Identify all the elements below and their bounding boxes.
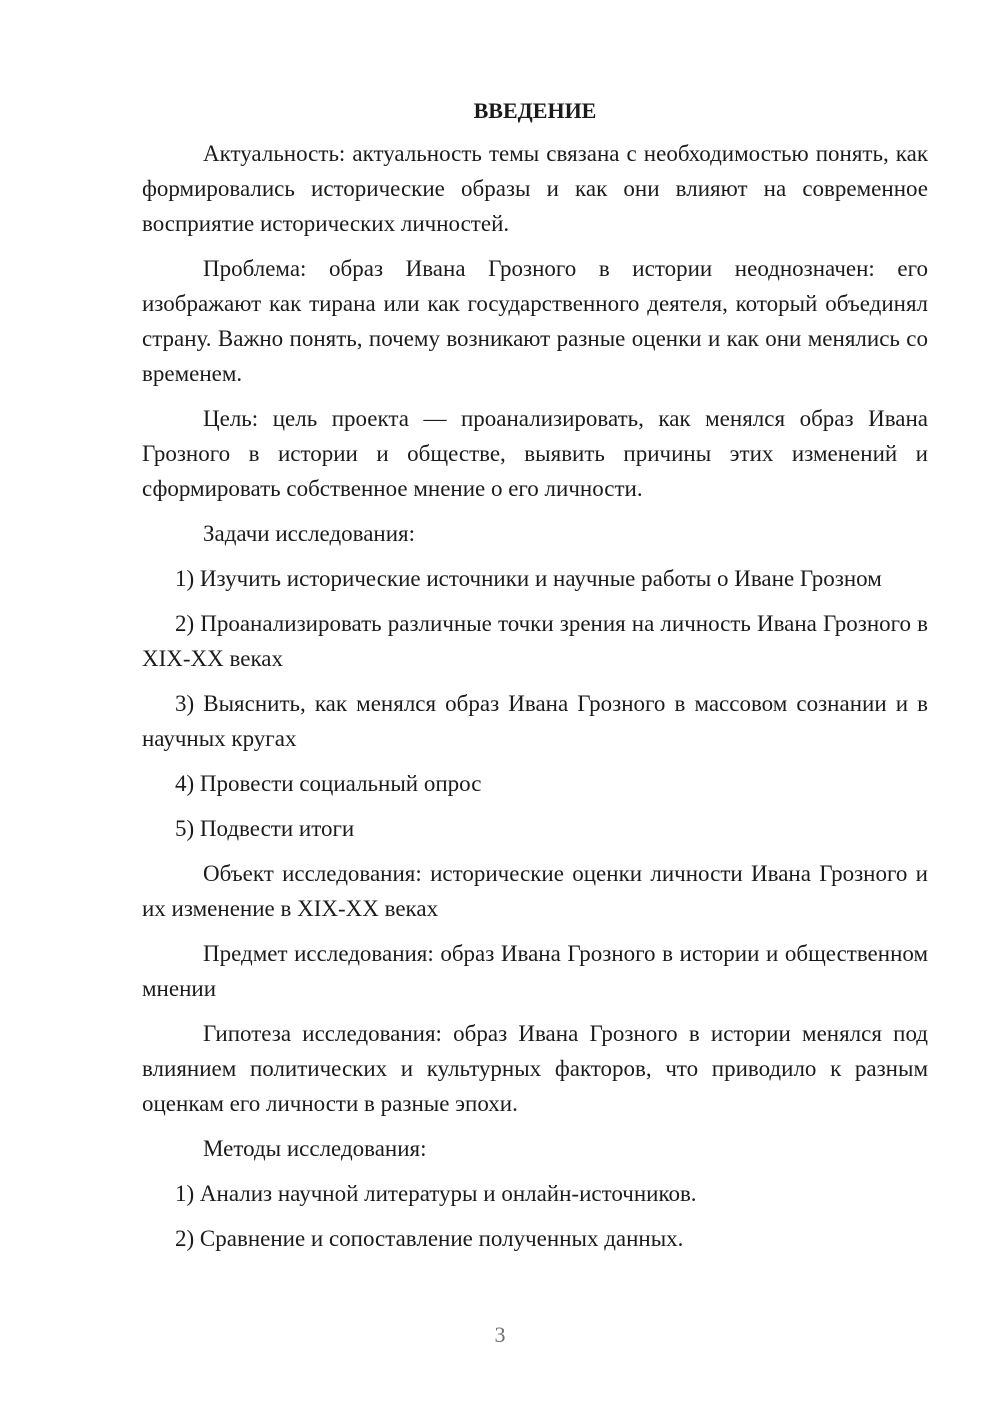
page-number: 3 [494, 1322, 506, 1347]
goal-paragraph: Цель: цель проекта — проанализировать, как менялся образ Ивана Грозного в истории и обществе, выявить причины этих изменений и сформировать собственное мнение о его личности. [142, 406, 928, 501]
page-title: ВВЕДЕНИЕ [473, 98, 597, 123]
hypothesis-paragraph: Гипотеза исследования: образ Ивана Грозного в истории менялся под влиянием политических и культурных факторов, что приводило к разным оценкам его личности в разные эпохи. [142, 1021, 928, 1116]
problem-paragraph: Проблема: образ Ивана Грозного в истории неоднозначен: его изображают как тирана или как государственного деятеля, который объединял страну. Важно понять, почему возникают разные оценки и как они менялись со временем. [142, 256, 928, 386]
relevance-paragraph: Актуальность: актуальность темы связана с необходимостью понять, как формировались исторические образы и как они влияют на современное восприятие исторических личностей. [142, 141, 928, 236]
document-page [142, 96, 928, 1266]
list-item: 1) Анализ научной литературы и онлайн-источников. [175, 1181, 697, 1206]
list-item: 4) Провести социальный опрос [175, 771, 482, 796]
list-item: 2) Проанализировать различные точки зрения на личность Ивана Грозного в XIX-XX веках [142, 611, 928, 671]
subject-paragraph: Предмет исследования: образ Ивана Грозного в истории и общественном мнении [142, 941, 928, 1001]
list-item: 5) Подвести итоги [175, 816, 355, 841]
object-paragraph: Объект исследования: исторические оценки личности Ивана Грозного и их изменение в XIX-XX веках [142, 861, 928, 921]
list-item: 2) Сравнение и сопоставление полученных данных. [175, 1226, 684, 1251]
tasks-list [142, 561, 928, 846]
methods-list [142, 1176, 928, 1256]
tasks-heading: Задачи исследования: [203, 521, 416, 546]
list-item: 1) Изучить исторические источники и научные работы о Иване Грозном [175, 566, 882, 591]
methods-heading: Методы исследования: [203, 1136, 427, 1161]
list-item: 3) Выяснить, как менялся образ Ивана Грозного в массовом сознании и в научных кругах [142, 691, 928, 751]
